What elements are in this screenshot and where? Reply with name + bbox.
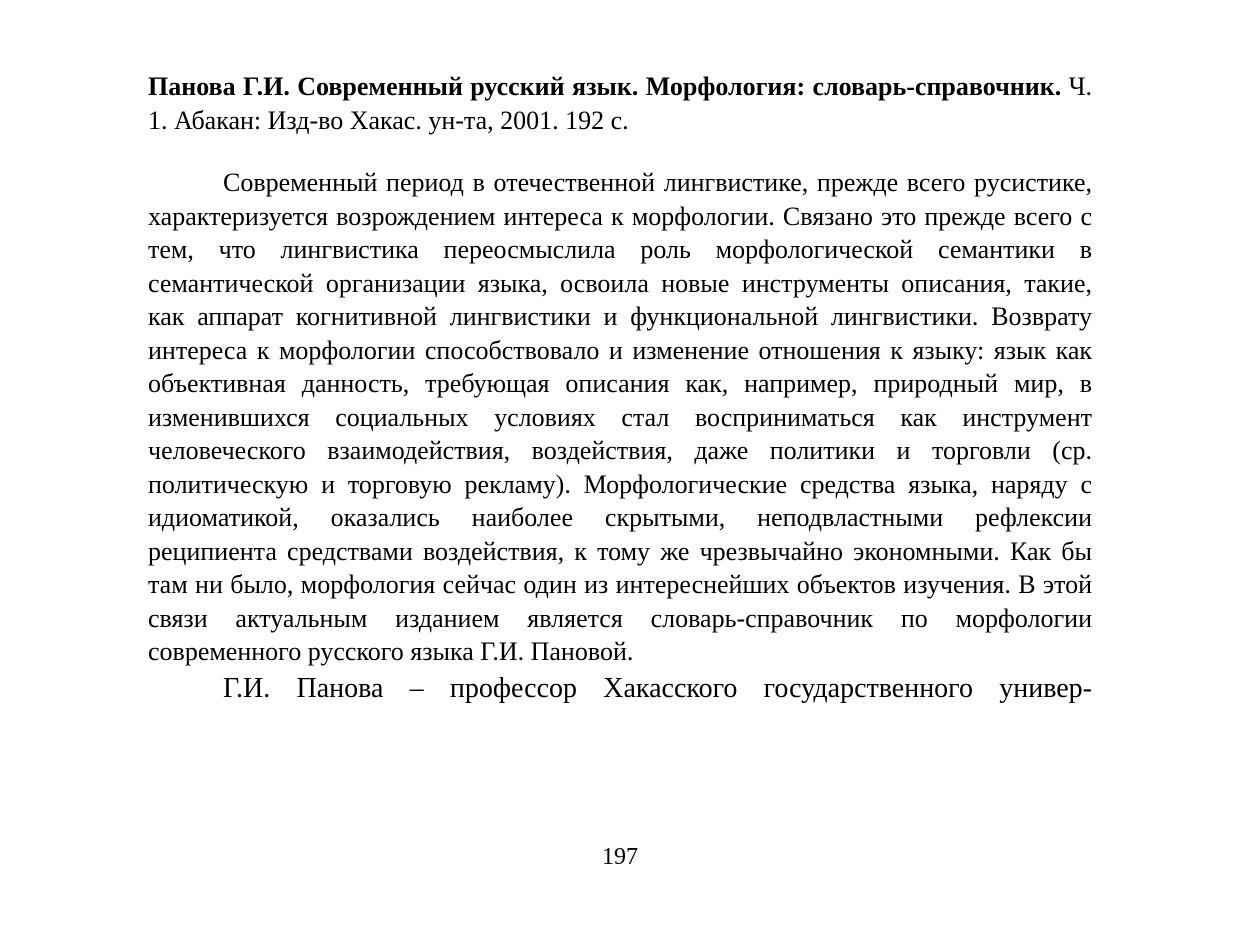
document-page bbox=[148, 70, 1092, 707]
bibliographic-citation bbox=[148, 70, 1092, 138]
page-number: 197 bbox=[602, 844, 638, 870]
paragraph-intro: Современный период в отечественной лингвистике, прежде всего русистике, характеризуется возрождением интереса к морфологии. Связано это прежде всего с тем, что лингвистика переосмыслила роль морфологической семантики в семантической организации языка, освоила новые инструменты описания, такие, как аппарат когнитивной лингвистики и функциональной лингвистики. Возврату интереса к морфологии способствовало и изменение отношения к языку: язык как объективная данность, требующая описания как, например, природный мир, в изменившихся социальных условиях стал восприниматься как инструмент человеческого взаимодействия, воздействия, даже политики и торговли (ср. политическую и торговую рекламу). Морфологические средства языка, наряду с идиоматикой, оказались наиболее скрытыми, неподвластными рефлексии реципиента средствами воздействия, к тому же чрезвычайно экономными. Как бы там ни было, морфология сейчас один из интереснейших объектов изучения. В этой связи актуальным изданием является словарь-справочник по морфологии современного русского языка Г.И. Пановой. bbox=[148, 168, 1092, 666]
citation-publication-info: Ч. 1. Абакан: Изд-во Хакас. ун-та, 2001. 192 с. bbox=[148, 72, 1093, 135]
paragraph-author: Г.И. Панова – профессор Хакасского государственного универ- bbox=[223, 672, 1092, 704]
citation-author-title: Панова Г.И. Современный русский язык. Морфология: словарь-справочник. bbox=[148, 72, 1062, 101]
review-body bbox=[148, 166, 1092, 707]
